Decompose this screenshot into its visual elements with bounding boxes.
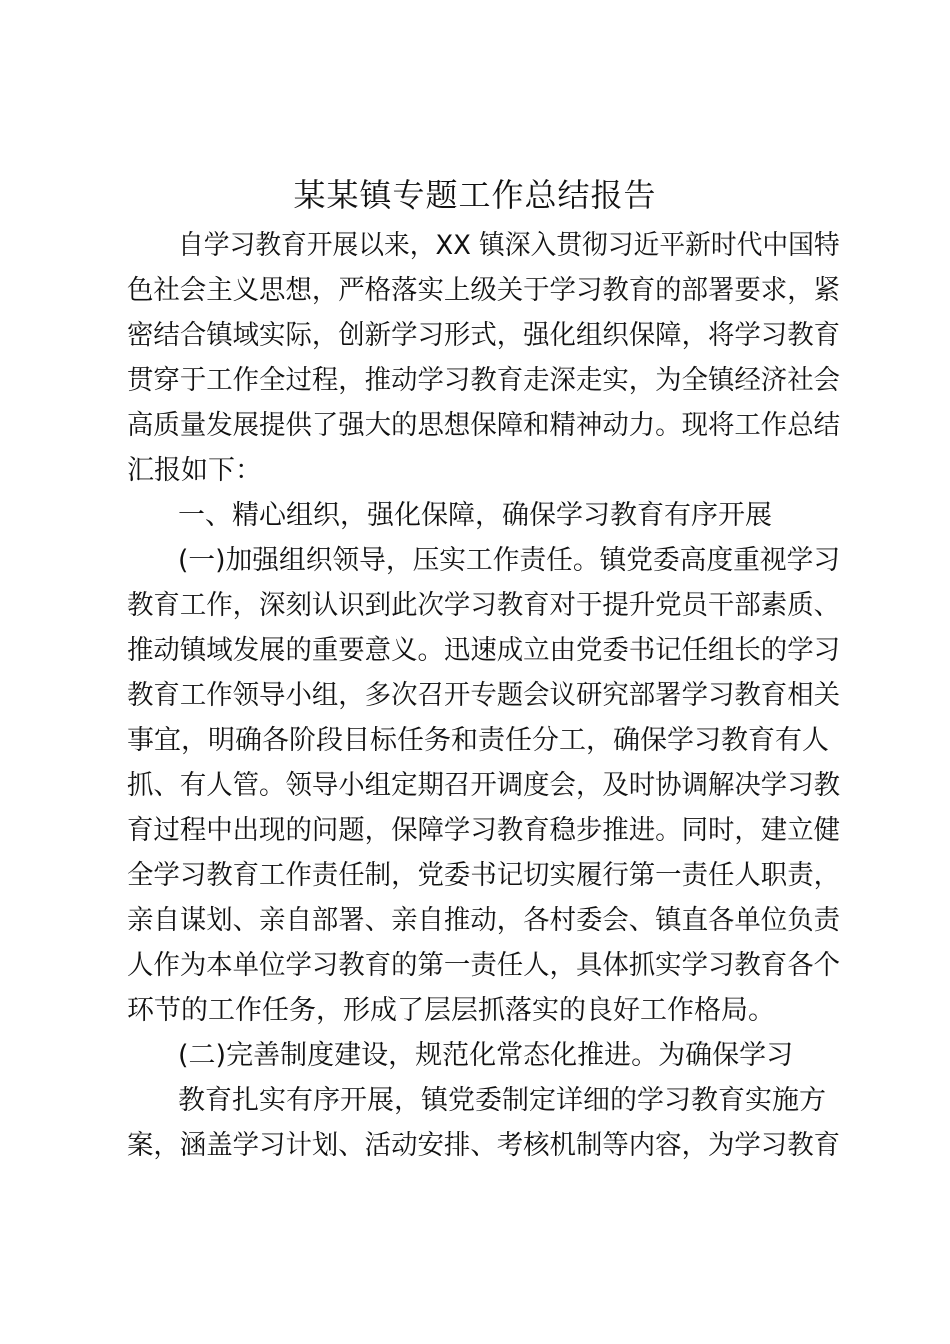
- paragraph-line: (二)完善制度建设，规范化常态化推进。为确保学习: [178, 1040, 794, 1071]
- paragraph-line: (一)加强组织领导，压实工作责任。镇党委高度重视学习: [178, 545, 841, 576]
- paragraph-line: 人作为本单位学习教育的第一责任人，具体抓实学习教育各个: [127, 950, 841, 981]
- paragraph-line: 抓、有人管。领导小组定期召开调度会，及时协调解决学习教: [127, 770, 841, 801]
- paragraph-line: 亲自谋划、亲自部署、亲自推动，各村委会、镇直各单位负责: [127, 905, 841, 936]
- paragraph-line: 贯穿于工作全过程，推动学习教育走深走实，为全镇经济社会: [127, 365, 841, 396]
- paragraph-line: 全学习教育工作责任制，党委书记切实履行第一责任人职责，: [127, 860, 841, 891]
- paragraph-line: 密结合镇域实际，创新学习形式，强化组织保障，将学习教育: [127, 320, 841, 351]
- paragraph-line: 育过程中出现的问题，保障学习教育稳步推进。同时，建立健: [127, 815, 841, 846]
- paragraph-line: 环节的工作任务，形成了层层抓落实的良好工作格局。: [127, 995, 775, 1026]
- document-title: 某某镇专题工作总结报告: [293, 176, 657, 214]
- paragraph-line: 案，涵盖学习计划、活动安排、考核机制等内容，为学习教育: [127, 1130, 841, 1161]
- section-heading: 一、精心组织，强化保障，确保学习教育有序开展: [178, 500, 772, 531]
- paragraph-line: 事宜，明确各阶段目标任务和责任分工，确保学习教育有人: [127, 725, 829, 756]
- paragraph-line: 推动镇域发展的重要意义。迅速成立由党委书记任组长的学习: [127, 635, 841, 666]
- paragraph-line: 教育工作领导小组，多次召开专题会议研究部署学习教育相关: [127, 680, 841, 711]
- paragraph-line: 自学习教育开展以来，XX 镇深入贯彻习近平新时代中国特: [178, 230, 840, 261]
- paragraph-line: 教育工作，深刻认识到此次学习教育对于提升党员干部素质、: [127, 590, 841, 621]
- paragraph-line: 教育扎实有序开展，镇党委制定详细的学习教育实施方: [178, 1085, 826, 1116]
- paragraph-line: 高质量发展提供了强大的思想保障和精神动力。现将工作总结: [127, 410, 841, 441]
- paragraph-line: 色社会主义思想，严格落实上级关于学习教育的部署要求，紧: [127, 275, 841, 306]
- paragraph-line: 汇报如下：: [127, 455, 262, 486]
